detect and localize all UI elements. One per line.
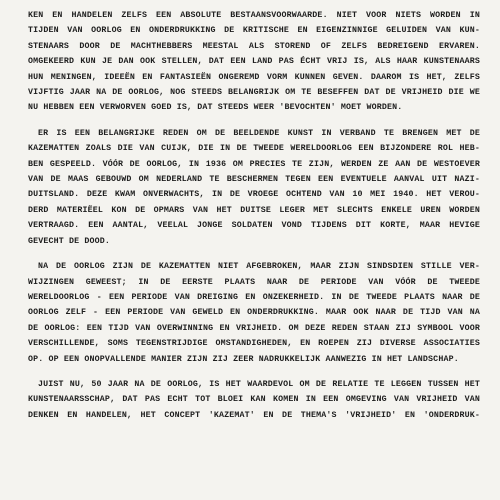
text-line: KUNSTENAARSSCHAP, DAT PAS ECHT TOT BLOEI KAN KOMEN IN EEN OMGEVING VAN VRIJHEID VAN — [28, 395, 480, 405]
text-line: GEVECHT DE DOOD. — [28, 236, 111, 246]
text-line: HUN MENINGEN, IDEEËN EN FANTASIEËN ONGEREMD VORM KUNNEN GEVEN. DAAROM IS HET, ZELFS — [28, 72, 480, 82]
text-line: TIJDEN VAN OORLOG EN ONDERDRUKKING DE KRITISCHE EN EIGENZINNIGE GELUIDEN VAN KUN- — [28, 26, 480, 36]
text-line: KAZEMATTEN ZOALS DIE VAN CUIJK, DIE IN DE TWEEDE WERELDOORLOG EEN BIJZONDERE ROL HEB- — [28, 144, 480, 154]
text-line: VERSCHILLENDE, SOMS TEGENSTRIJDIGE OMSTANDIGHEDEN, EN ROEPEN ZIJ DIVERSE ASSOCIATIES — [28, 339, 480, 349]
text-line: STENAARS DOOR DE MACHTHEBBERS MEESTAL ALS STOREND OF ZELFS BEDREIGEND ERVAREN. — [28, 41, 480, 51]
text-line: DE OORLOG: EEN TIJD VAN OVERWINNING EN VRIJHEID. OM DEZE REDEN STAAN ZIJ SYMBOOL VOOR — [28, 323, 480, 333]
text-line: OMGEKEERD KUN JE DAN OOK STELLEN, DAT EEN LAND PAS ÉCHT VRIJ IS, ALS HAAR KUNSTENAARS — [28, 57, 480, 67]
text-line: DENKEN EN HANDELEN, HET CONCEPT 'KAZEMAT' EN DE THEMA'S 'VRIJHEID' EN 'ONDERDRUK- — [28, 410, 480, 420]
paragraph-3 — [28, 259, 480, 367]
text-line: NU HEBBEN EEN VERWORVEN GOED IS, DAT STEEDS WEER 'BEVOCHTEN' MOET WORDEN. — [28, 103, 403, 113]
text-line: WIJZINGEN GEWEEST; IN DE EERSTE PLAATS NAAR DE PERIODE VAN VÓÓR DE TWEEDE — [28, 277, 480, 287]
paragraph-4 — [28, 377, 480, 423]
text-line: VERTRAAGD. EEN AANTAL, VEELAL JONGE SOLDATEN VOND TIJDENS DIT KORTE, MAAR HEVIGE — [28, 221, 480, 231]
text-line: ER IS EEN BELANGRIJKE REDEN OM DE BEELDENDE KUNST IN VERBAND TE BRENGEN MET DE — [38, 128, 480, 138]
text-line: VIJFTIG JAAR NA DE OORLOG, NOG STEEDS BELANGRIJK OM TE BESEFFEN DAT DE VRIJHEID DIE WE — [28, 88, 480, 98]
paragraph-2 — [28, 126, 480, 249]
text-line: BEN GESPEELD. VÓÓR DE OORLOG, IN 1936 OM PRECIES TE ZIJN, WERDEN ZE AAN DE WESTOEVER — [28, 159, 480, 169]
text-line: OORLOG ZELF - EEN PERIODE VAN GEWELD EN ONDERDRUKKING. MAAR OOK NAAR DE TIJD VAN NA — [28, 308, 480, 318]
text-line: KEN EN HANDELEN ZELFS EEN ABSOLUTE BESTAANSVOORWAARDE. NIET VOOR NIETS WORDEN IN — [28, 11, 480, 20]
text-line: NA DE OORLOG ZIJN DE KAZEMATTEN NIET AFGEBROKEN, MAAR ZIJN SINDSDIEN STILLE VER- — [38, 262, 480, 272]
text-line: DERD MATERIËEL KON DE OPMARS VAN HET DUITSE LEGER MET SLECHTS ENKELE UREN WORDEN — [28, 205, 480, 215]
text-line: OP. OP EEN ONOPVALLENDE MANIER ZIJN ZIJ ZEER NADRUKKELIJK AANWEZIG IN HET LANDSCHAP. — [28, 354, 459, 364]
text-line: VAN DE MAAS GEBOUWD OM NEDERLAND TE BESCHERMEN TEGEN EEN EVENTUELE AANVAL UIT NAZI- — [28, 175, 480, 185]
paragraph-1 — [28, 8, 480, 116]
text-line: WERELDOORLOG - EEN PERIODE VAN DREIGING EN ONZEKERHEID. IN DE TWEEDE PLAATS NAAR DE — [28, 292, 480, 302]
text-line: JUIST NU, 50 JAAR NA DE OORLOG, IS HET WAARDEVOL OM DE RELATIE TE LEGGEN TUSSEN HET — [38, 379, 480, 389]
text-line: DUITSLAND. DEZE KWAM ONVERWACHTS, IN DE VROEGE OCHTEND VAN 10 MEI 1940. HET VEROU- — [28, 190, 480, 200]
